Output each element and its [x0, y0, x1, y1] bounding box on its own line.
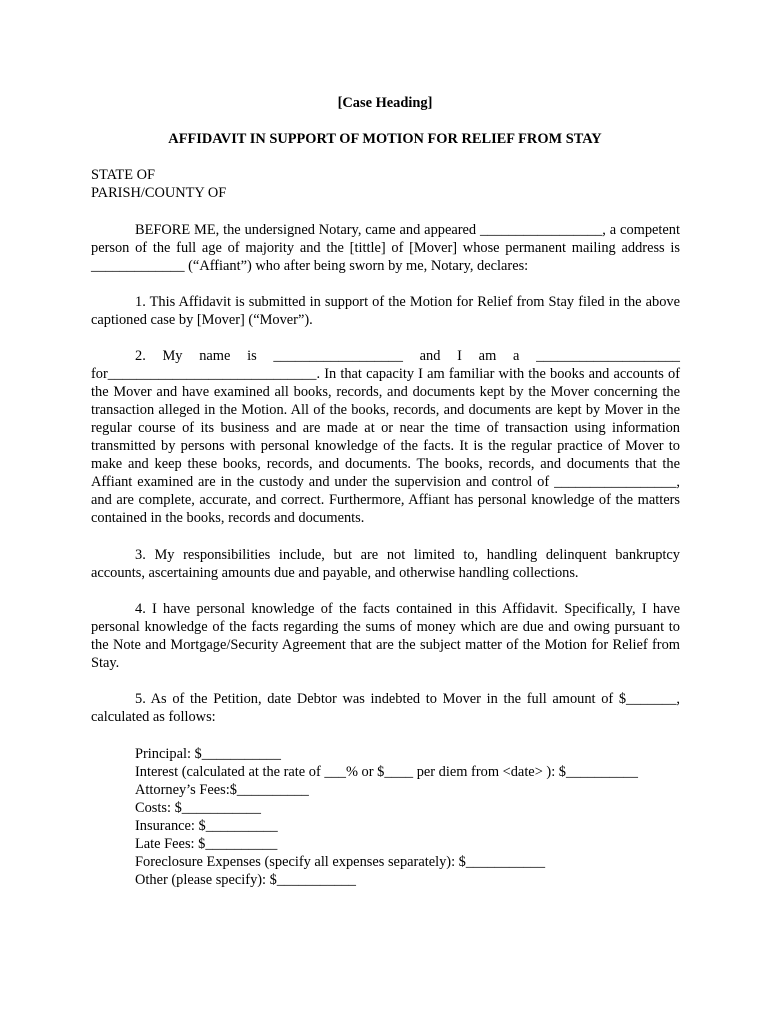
state-label: STATE OF [91, 167, 156, 183]
parish-county-label: PARISH/COUNTY OF [91, 185, 227, 201]
intro-text: BEFORE ME, the undersigned Notary, came and appeared _________________, a competent person of the full age of majority and the [tittle] of [Mover] whose permanent mailing address is _____________ (“Affiant”) who after being sworn by me, Notary, declares: [91, 222, 680, 274]
venue-block [91, 166, 226, 202]
paragraph-4 [91, 600, 680, 672]
case-heading: [Case Heading] [337, 95, 433, 111]
amount-late-fees: Late Fees: $__________ [135, 836, 278, 852]
amount-attorney-fees: Attorney’s Fees:$__________ [135, 782, 309, 798]
amount-principal: Principal: $___________ [135, 746, 281, 762]
amount-interest: Interest (calculated at the rate of ___% or $____ per diem from <date> ): $__________ [135, 764, 638, 780]
paragraph-5 [91, 690, 680, 726]
paragraph-1 [91, 293, 680, 329]
intro-paragraph [91, 221, 680, 275]
amount-other: Other (please specify): $___________ [135, 872, 356, 888]
paragraph-4-text: 4. I have personal knowledge of the facts contained in this Affidavit. Specifically, I have personal knowledge of the facts regarding the sums of money which are due and owing pursuant to the Note and Mortgage/Security Agreement that are the subject matter of the Motion for Relief from Stay. [91, 601, 680, 671]
amount-insurance: Insurance: $__________ [135, 818, 278, 834]
paragraph-2 [91, 347, 680, 527]
amounts-list [135, 745, 638, 889]
paragraph-5-text: 5. As of the Petition, date Debtor was indebted to Mover in the full amount of $_______, calculated as follows: [91, 691, 680, 725]
amount-costs: Costs: $___________ [135, 800, 261, 816]
amount-foreclosure-expenses: Foreclosure Expenses (specify all expenses separately): $___________ [135, 854, 546, 870]
paragraph-3 [91, 546, 680, 582]
paragraph-1-text: 1. This Affidavit is submitted in support of the Motion for Relief from Stay filed in the above captioned case by [Mover] (“Mover”). [91, 294, 680, 328]
paragraph-3-text: 3. My responsibilities include, but are not limited to, handling delinquent bankruptcy accounts, ascertaining amounts due and payable, and otherwise handling collections. [91, 547, 680, 581]
paragraph-2-text: 2. My name is __________________ and I am a ____________________ for_____________________________. In that capacity I am familiar with the books and accounts of the Mover and have examined all books, records, and documents kept by the Mover concerning the transaction alleged in the Motion. All of the books, records, and documents are kept by Mover in the regular course of its business and are made at or near the time of transaction using information transmitted by persons with personal knowledge of the facts. It is the regular practice of Mover to make and keep these books, records, and documents. The books, records, and documents that the Affiant examined are in the custody and under the supervision and control of _________________, and are complete, accurate, and correct. Furthermore, Affiant has personal knowledge of the matters contained in the books, records and documents. [91, 348, 680, 526]
document-title: AFFIDAVIT IN SUPPORT OF MOTION FOR RELIEF FROM STAY [168, 131, 602, 147]
